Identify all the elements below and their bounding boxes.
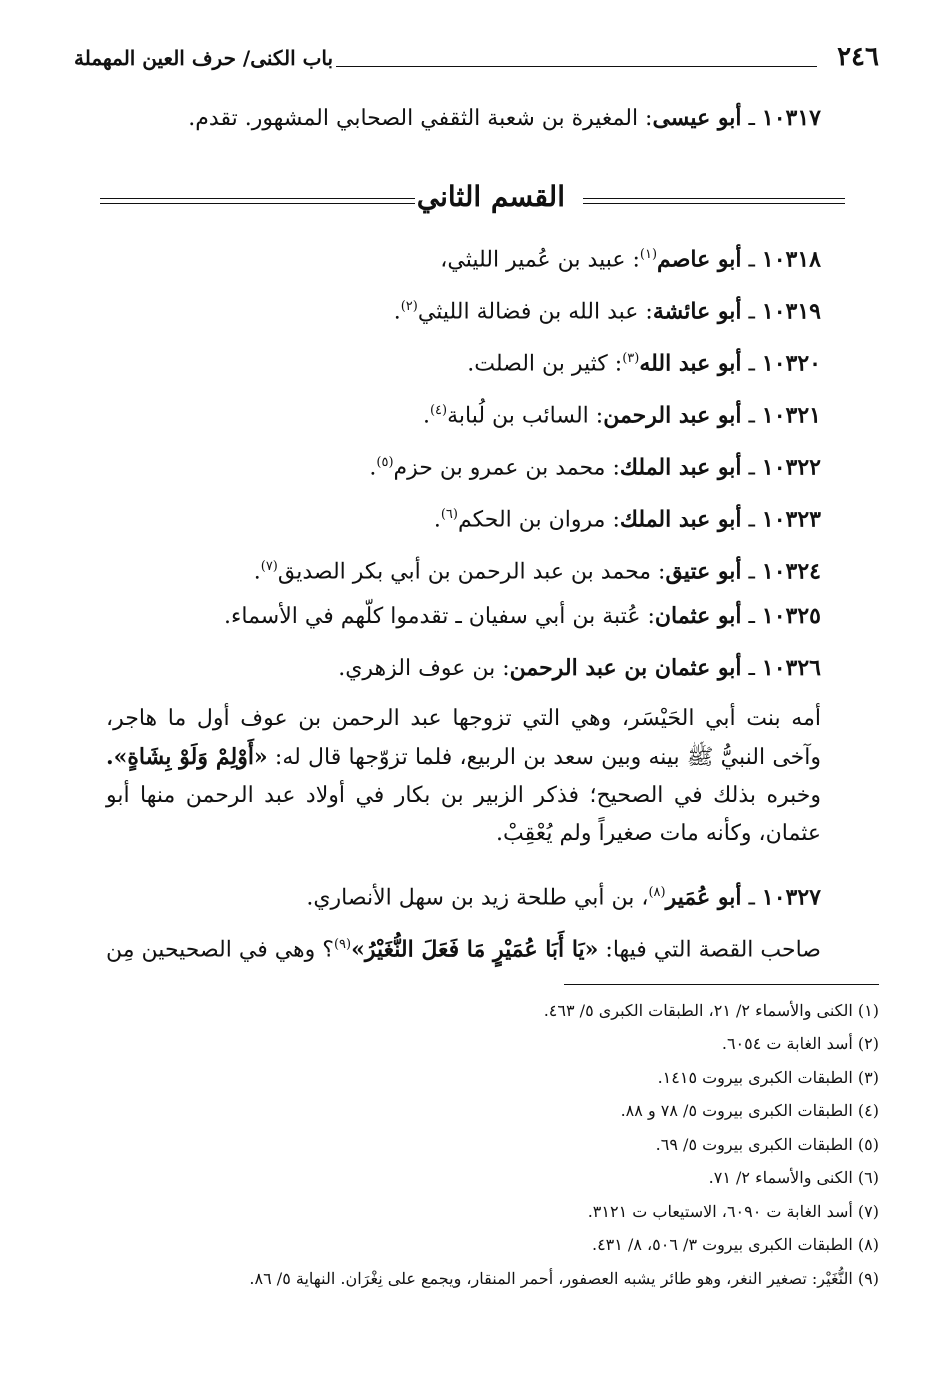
page-number: ٢٤٦ [837, 42, 879, 72]
entry-text: : محمد بن عمرو بن حزم [393, 455, 620, 481]
footnote: (٦) الكنى والأسماء ٢/ ٧١. [708, 1168, 879, 1187]
entry-text: : عبيد بن عُمير الليثي، [440, 247, 640, 273]
entry-number: ١٠٣٢٥ [761, 603, 821, 629]
footnote-ref: (٦) [440, 507, 458, 522]
footnote-ref: (٥) [376, 455, 394, 470]
entry-number: ١٠٣٢٧ [761, 884, 821, 911]
entry-kunya: أبو عتيق [665, 558, 742, 585]
entry-number: ١٠٣١٧ [761, 105, 821, 131]
section-double-rule-left [100, 198, 415, 204]
footnote-ref: (١) [639, 247, 658, 262]
footnote: (٤) الطبقات الكبرى بيروت ٥/ ٧٨ و ٨٨. [620, 1101, 879, 1120]
entry-kunya: أبو عيسى [652, 105, 742, 131]
footnote: (٢) أسد الغابة ت ٦٠٥٤. [721, 1034, 879, 1053]
section-double-rule-right [583, 198, 845, 204]
entry-text: : بن عوف الزهري. [338, 656, 510, 681]
entry-text: ، بن أبي طلحة زيد بن سهل الأنصاري. [306, 885, 649, 911]
running-title: باب الكنى/ حرف العين المهملة [74, 46, 334, 70]
entry-kunya: أبو عثمان بن عبد الرحمن [509, 655, 742, 681]
paragraph-text: ؟ وهي في الصحيحين مِن [106, 937, 334, 963]
footnote-ref: (٧) [260, 559, 278, 574]
hadith-quote: «أَوْلِمْ وَلَوْ بِشَاةٍ». [106, 744, 268, 770]
entry-number: ١٠٣١٨ [761, 246, 821, 273]
entry-text: : كثير بن الصلت. [467, 351, 623, 377]
page-header [74, 42, 879, 82]
paragraph-text: وخبره بذلك في الصحيح؛ فذكر الزبير بن بكار في أولاد عبد الرحمن منها أبو عثمان، وكأنه مات صغيراً ولم يُعْقِبْ. [106, 783, 821, 846]
entry-number: ١٠٣٢١ [761, 402, 821, 429]
footnote: (٨) الطبقات الكبرى بيروت ٣/ ٥٠٦، ٨/ ٤٣١. [591, 1235, 879, 1254]
section-heading [100, 180, 845, 220]
paragraph-text: أمه بنت أبي الحَيْسَر، وهي التي تزوجها عبد الرحمن بن عوف أول ما هاجر، وآخى النبيُّ ﷺ بينه وبين سعد بن الربيع، فلما تزوّجها قال له: [106, 706, 822, 770]
entry-10319: ١٠٣١٩ ـ أبو عائشة: عبد الله بن فضالة الليثي$^{(٢)}$. [393, 298, 821, 325]
footnote-ref: (٣) [622, 351, 640, 366]
footnote: (٧) أسد الغابة ت ٦٠٩٠، الاستيعاب ت ٣١٢١. [587, 1202, 879, 1221]
entry-10321: ١٠٣٢١ ـ أبو عبد الرحمن: السائب بن لُبابة$^{(٤)}$. [422, 402, 821, 429]
footnote-separator [564, 984, 879, 985]
entry-kunya: أبو عبد الملك [619, 454, 742, 481]
entry-number: ١٠٣٢٦ [761, 655, 821, 681]
entry-10318: ١٠٣١٨ ـ أبو عاصم$^{(١)}$: عبيد بن عُمير الليثي، [440, 246, 821, 273]
entry-number: ١٠٣٢٢ [761, 454, 821, 481]
footnote: (٥) الطبقات الكبرى بيروت ٥/ ٦٩. [655, 1135, 879, 1154]
paragraph-text: صاحب القصة التي فيها: [605, 937, 821, 963]
footnote-ref: (٩) [333, 937, 352, 952]
entry-kunya: أبو عبد الملك [619, 506, 742, 533]
entry-number: ١٠٣٢٤ [761, 558, 821, 585]
entry-10323: ١٠٣٢٣ ـ أبو عبد الملك: مروان بن الحكم$^{(٦)}$. [433, 506, 821, 533]
header-rule [336, 66, 817, 67]
entry-number: ١٠٣٢٠ [761, 350, 821, 377]
paragraph-biography [106, 700, 821, 853]
footnote-ref: (٨) [648, 885, 666, 900]
entry-kunya: أبو عُمَير [665, 884, 742, 911]
footnote: (٩) النُّغَيْر: تصغير النغر، وهو طائر يشبه العصفور، أحمر المنقار، ويجمع على نِغْرَان. النهاية ٥/ ٨٦. [249, 1269, 879, 1288]
entry-text: : محمد بن عبد الرحمن بن أبي بكر الصديق [277, 559, 666, 585]
entry-number: ١٠٣٢٣ [761, 506, 821, 533]
section-title: القسم الثاني [416, 180, 565, 213]
entry-10326: ١٠٣٢٦ ـ أبو عثمان بن عبد الرحمن: بن عوف الزهري. [338, 655, 821, 681]
entry-text: : مروان بن الحكم [457, 507, 620, 533]
entry-10324: ١٠٣٢٤ ـ أبو عتيق: محمد بن عبد الرحمن بن أبي بكر الصديق$^{(٧)}$. [253, 558, 821, 585]
entry-kunya: أبو عبد الله [639, 350, 742, 377]
entry-10322: ١٠٣٢٢ ـ أبو عبد الملك: محمد بن عمرو بن حزم$^{(٥)}$. [369, 454, 821, 481]
entry-10317: ١٠٣١٧ ـ أبو عيسى: المغيرة بن شعبة الثقفي الصحابي المشهور. تقدم. [188, 105, 821, 131]
entry-text: : عبد الله بن فضالة الليثي [417, 299, 653, 325]
entry-10327: ١٠٣٢٧ ـ أبو عُمَير$^{(٨)}$، بن أبي طلحة زيد بن سهل الأنصاري. [306, 884, 821, 911]
entry-text: : المغيرة بن شعبة الثقفي الصحابي المشهور. تقدم. [188, 106, 653, 131]
entry-10325: ١٠٣٢٥ ـ أبو عثمان: عُتبة بن أبي سفيان ـ تقدموا كلّهم في الأسماء. [224, 603, 821, 629]
footnote: (٣) الطبقات الكبرى بيروت ١٤١٥. [657, 1068, 879, 1087]
entry-kunya: أبو عبد الرحمن [603, 402, 742, 429]
footnote: (١) الكنى والأسماء ٢/ ٢١، الطبقات الكبرى ٥/ ٤٦٣. [543, 1001, 879, 1020]
entry-tail: . [393, 299, 401, 325]
entry-tail: . [422, 403, 430, 429]
paragraph-story [106, 926, 821, 969]
entry-10320: ١٠٣٢٠ ـ أبو عبد الله$^{(٣)}$: كثير بن الصلت. [467, 350, 821, 377]
entry-kunya: أبو عثمان [654, 603, 742, 629]
entry-kunya: أبو عاصم [657, 246, 742, 273]
entry-text: : السائب بن لُبابة [447, 403, 604, 429]
hadith-quote: «يَا أَبَا عُمَيْرٍ مَا فَعَلَ النُّغَيْرُ» [351, 936, 599, 963]
entry-tail: . [253, 559, 261, 585]
entry-number: ١٠٣١٩ [761, 298, 821, 325]
entry-text: : عُتبة بن أبي سفيان ـ تقدموا كلّهم في الأسماء. [224, 604, 655, 629]
entry-tail: . [433, 507, 441, 533]
footnote-ref: (٤) [429, 403, 448, 418]
footnote-ref: (٢) [400, 299, 418, 314]
entry-tail: . [369, 455, 377, 481]
entry-kunya: أبو عائشة [652, 298, 742, 325]
